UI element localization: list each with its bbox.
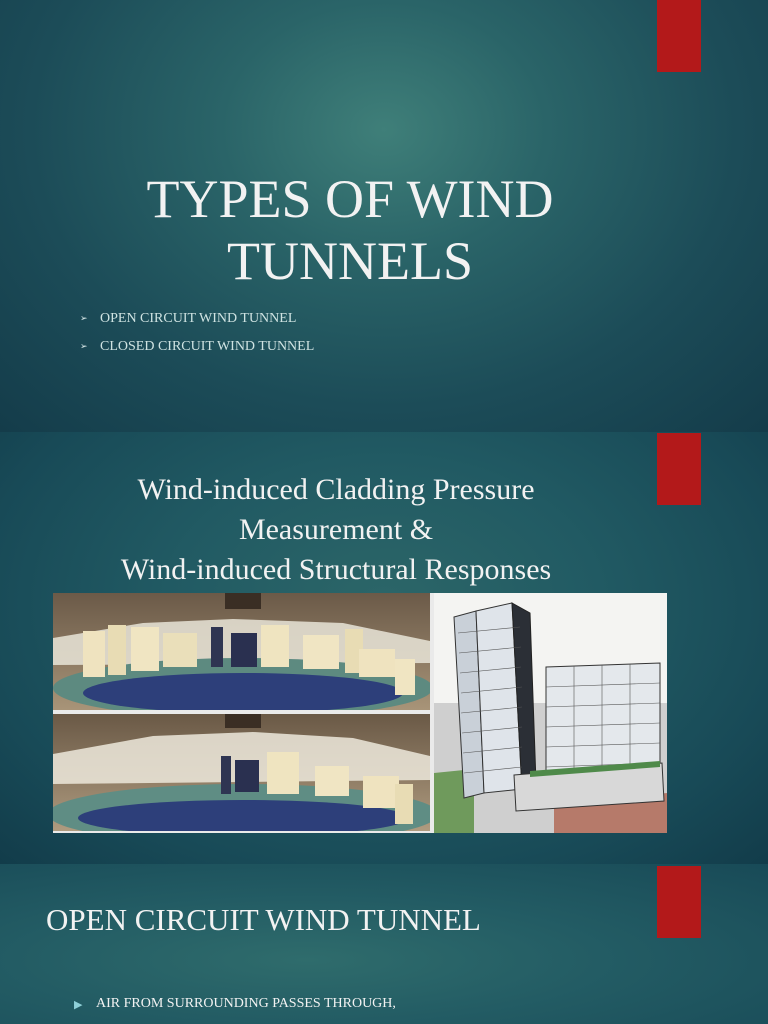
slide-accent-tab — [657, 0, 701, 72]
slide-photo-composite — [53, 593, 667, 833]
slide-title: OPEN CIRCUIT WIND TUNNEL — [46, 902, 481, 937]
list-item — [80, 333, 314, 361]
slide-accent-tab — [657, 866, 701, 938]
slide-wind-induced-measurement — [0, 432, 768, 864]
triangle-bullet-icon: ▶ — [74, 997, 83, 1011]
list-item-text: CLOSED CIRCUIT WIND TUNNEL — [100, 339, 315, 354]
bullet-list — [80, 305, 314, 361]
slide-title-line: TUNNELS — [227, 231, 473, 291]
list-item — [74, 996, 396, 1012]
slide-title — [0, 168, 700, 292]
arrowhead-bullet-icon: ➢ — [80, 314, 88, 324]
slide-title-line: Wind-induced Structural Responses — [120, 553, 552, 586]
slide-open-circuit-wind-tunnel — [0, 864, 768, 1024]
list-item-text: AIR FROM SURROUNDING PASSES THROUGH, — [96, 996, 396, 1011]
slide-types-of-wind-tunnels — [0, 0, 768, 432]
wind-tunnel-model-photo — [53, 593, 430, 710]
list-item — [80, 305, 314, 333]
wind-tunnel-model-image — [53, 593, 430, 710]
list-item-text: OPEN CIRCUIT WIND TUNNEL — [100, 311, 297, 326]
slide-title-line: Measurement & — [238, 513, 434, 546]
wind-tunnel-model-photo — [53, 714, 430, 831]
slide-title — [0, 470, 672, 590]
wind-tunnel-model-image — [53, 714, 430, 831]
slide-title-line: Wind-induced Cladding Pressure — [137, 473, 535, 506]
arrowhead-bullet-icon: ➢ — [80, 342, 88, 352]
building-rendering — [434, 593, 667, 833]
slide-title-line: TYPES OF WIND — [146, 169, 554, 229]
building-rendering-image — [434, 593, 667, 833]
